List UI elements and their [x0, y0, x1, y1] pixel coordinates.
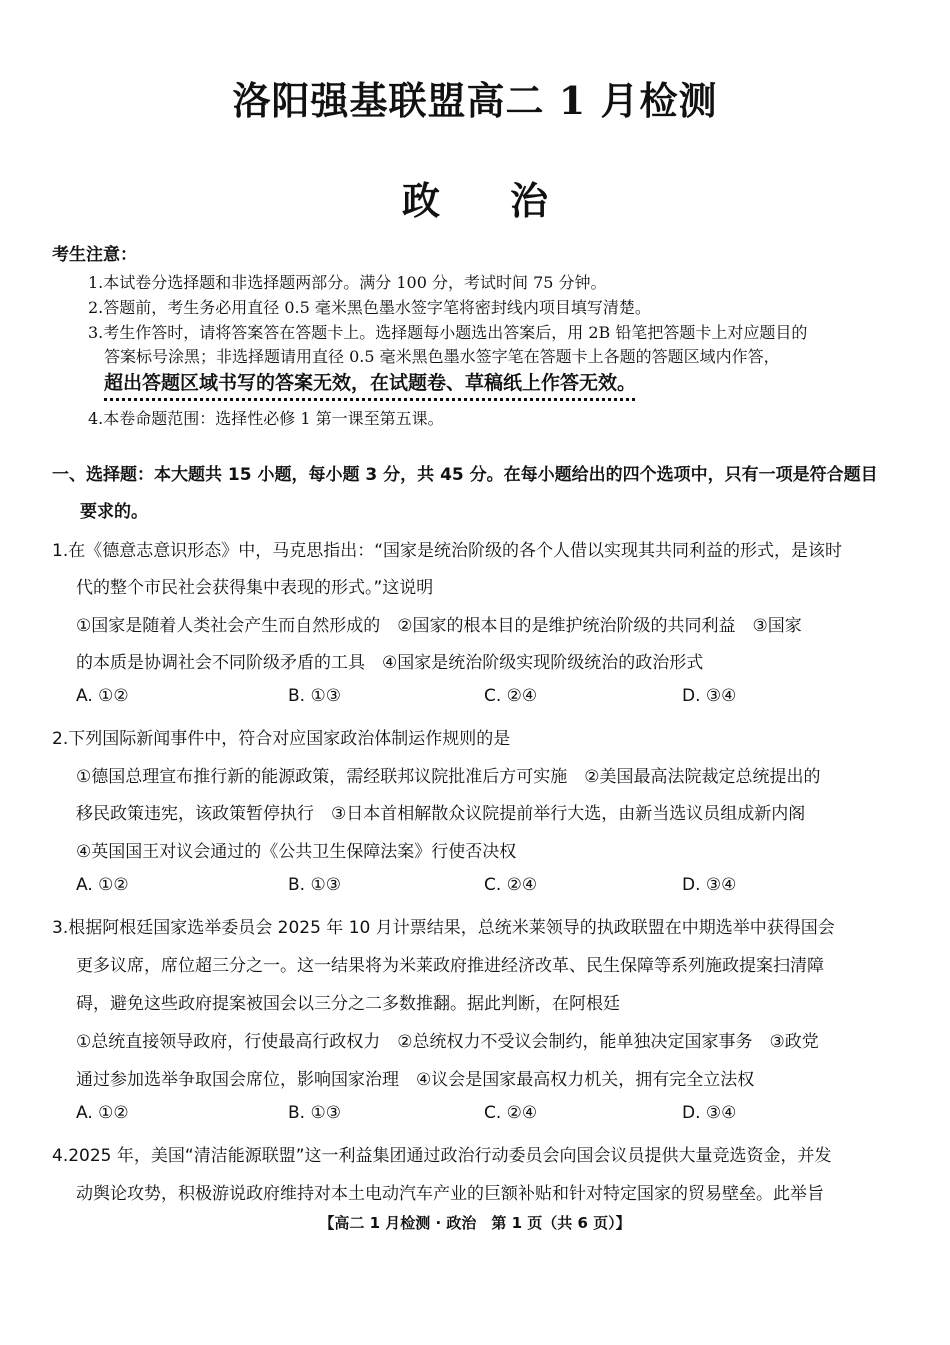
section-heading: 一、选择题：本大题共 15 小题，每小题 3 分，共 45 分。在每小题给出的四个选项中，只有一项是符合题目 — [52, 465, 878, 485]
exam-title: 洛阳强基联盟高二 1 月检测 — [232, 78, 718, 123]
question-2-statements-cont-2: ④英国国王对议会通过的《公共卫生保障法案》行使否决权 — [76, 842, 517, 862]
notice-item-4: 4.本卷命题范围：选择性必修 1 第一课至第五课。 — [88, 409, 444, 428]
question-3-statements-cont: 通过参加选举争取国会席位，影响国家治理 ④议会是国家最高权力机关，拥有完全立法权 — [76, 1070, 755, 1090]
choice-c[interactable]: C. ②④ — [484, 875, 538, 895]
question-1-statements-cont: 的本质是协调社会不同阶级矛盾的工具 ④国家是统治阶级实现阶级统治的政治形式 — [76, 653, 704, 673]
question-2-choices — [76, 875, 836, 899]
choice-d[interactable]: D. ③④ — [682, 875, 737, 895]
choice-b[interactable]: B. ①③ — [288, 686, 341, 706]
question-4-stem: 4.2025 年，美国“清洁能源联盟”这一利益集团通过政治行动委员会向国会议员提供大量竞选资金，并发 — [52, 1146, 832, 1166]
choice-c[interactable]: C. ②④ — [484, 686, 538, 706]
question-4-stem-cont: 动舆论攻势，积极游说政府维持对本土电动汽车产业的巨额补贴和针对特定国家的贸易壁垒。此举旨 — [76, 1184, 824, 1204]
question-2-stem: 2.下列国际新闻事件中，符合对应国家政治体制运作规则的是 — [52, 729, 511, 749]
notice-item-2: 2.答题前，考生务必用直径 0.5 毫米黑色墨水签字笔将密封线内项目填写清楚。 — [88, 298, 651, 317]
choice-b[interactable]: B. ①③ — [288, 875, 341, 895]
choice-a[interactable]: A. ①② — [76, 686, 129, 706]
choice-d[interactable]: D. ③④ — [682, 1103, 737, 1123]
question-3-stem: 3.根据阿根廷国家选举委员会 2025 年 10 月计票结果，总统米莱领导的执政联盟在中期选举中获得国会 — [52, 918, 835, 938]
choice-c[interactable]: C. ②④ — [484, 1103, 538, 1123]
question-3-choices — [76, 1103, 836, 1127]
question-3-statements: ①总统直接领导政府，行使最高行政权力 ②总统权力不受议会制约，能单独决定国家事务 ③政党 — [76, 1032, 819, 1052]
subject-char-2: 治 — [510, 178, 549, 223]
notice-item-3: 3.考生作答时，请将答案答在答题卡上。选择题每小题选出答案后，用 2B 铅笔把答题卡上对应题目的 — [88, 323, 808, 342]
choice-b[interactable]: B. ①③ — [288, 1103, 341, 1123]
notice-item-3-cont: 答案标号涂黑；非选择题请用直径 0.5 毫米黑色墨水签字笔在答题卡上各题的答题区域内作答， — [104, 347, 780, 366]
notice-emphasis: 超出答题区域书写的答案无效，在试题卷、草稿纸上作答无效。 — [104, 372, 637, 394]
subject-char-1: 政 — [401, 178, 440, 223]
page-footer: 【高二 1 月检测 · 政治 第 1 页（共 6 页）】 — [319, 1214, 631, 1232]
choice-d[interactable]: D. ③④ — [682, 686, 737, 706]
choice-a[interactable]: A. ①② — [76, 875, 129, 895]
section-heading-cont: 要求的。 — [80, 502, 148, 522]
question-2-statements: ①德国总理宣布推行新的能源政策，需经联邦议院批准后方可实施 ②美国最高法院裁定总统提出的 — [76, 767, 821, 787]
subject-title — [0, 170, 950, 225]
question-1-stem: 1.在《德意志意识形态》中，马克思指出：“国家是统治阶级的各个人借以实现其共同利益的形式，是该时 — [52, 541, 843, 561]
question-2-statements-cont: 移民政策违宪，该政策暂停执行 ③日本首相解散众议院提前举行大选，由新当选议员组成新内阁 — [76, 804, 806, 824]
question-3-stem-cont: 更多议席，席位超三分之一。这一结果将为米莱政府推进经济改革、民生保障等系列施政提案扫清障 — [76, 956, 824, 976]
question-1-statements: ①国家是随着人类社会产生而自然形成的 ②国家的根本目的是维护统治阶级的共同利益 ③国家 — [76, 616, 802, 636]
choice-a[interactable]: A. ①② — [76, 1103, 129, 1123]
question-3-stem-cont-2: 碍，避免这些政府提案被国会以三分之二多数推翻。据此判断，在阿根廷 — [76, 994, 620, 1014]
question-1-choices — [76, 686, 836, 710]
notice-heading: 考生注意： — [52, 245, 137, 265]
notice-item-1: 1.本试卷分选择题和非选择题两部分。满分 100 分，考试时间 75 分钟。 — [88, 273, 607, 292]
question-1-stem-cont: 代的整个市民社会获得集中表现的形式。”这说明 — [76, 578, 434, 598]
